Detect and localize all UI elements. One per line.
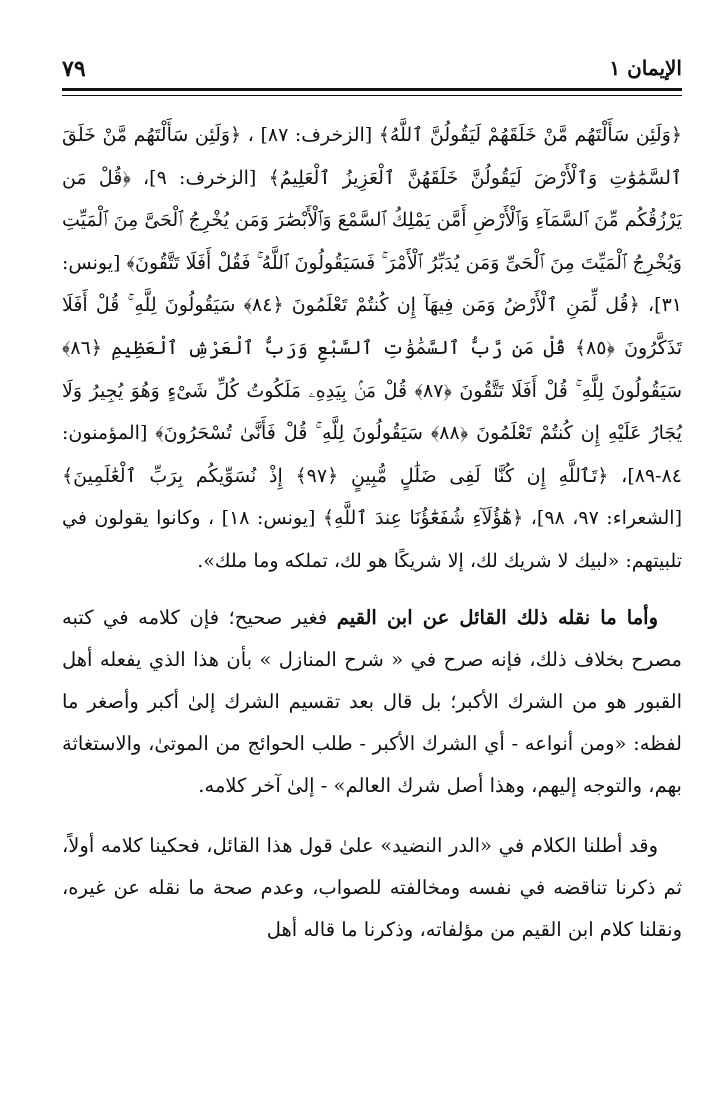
paragraph-lead: وأما ما نقله ذلك القائل عن ابن القيم bbox=[336, 605, 658, 629]
quran-citations-text: ﴿وَلَئِن سَأَلْتَهُم مَّنْ خَلَقَهُمْ لَيَقُولُنَّ ٱللَّهُ﴾ [الزخرف: ٨٧] ، ﴿وَلَئِن سَأَلْتَهُم مَّنْ خَلَقَ ٱلسَّمَٰوَٰتِ وَٱلْأَرْضَ لَيَقُولُنَّ خَلَقَهُنَّ ٱلْعَزِيزُ ٱلْعَلِيمُ﴾ [الزخرف: ٩]، ﴿قُلْ مَن يَرْزُقُكُم مِّنَ ٱلسَّمَآءِ وَٱلْأَرْضِ أَمَّن يَمْلِكُ ٱلسَّمْعَ وَٱلْأَبْصَٰرَ وَمَن يُخْرِجُ ٱلْحَىَّ مِنَ ٱلْمَيِّتِ وَيُخْرِجُ ٱلْمَيِّتَ مِنَ ٱلْحَىِّ وَمَن يُدَبِّرُ ٱلْأَمْرَ ۚ فَسَيَقُولُونَ ٱللَّهُ ۚ فَقُلْ أَفَلَا تَتَّقُونَ﴾ [يونس: ٣١]، ﴿قُل لِّمَنِ ٱلْأَرْضُ وَمَن فِيهَآ إِن كُنتُمْ تَعْلَمُونَ ﴿٨٤﴾ سَيَقُولُونَ لِلَّهِ ۚ قُلْ أَفَلَا تَذَكَّرُونَ ﴿٨٥﴾ قُلْ مَن رَّبُّ ٱلسَّمَٰوَٰتِ ٱلسَّبْعِ وَرَبُّ ٱلْعَرْشِ ٱلْعَظِيمِ ﴿٨٦﴾ سَيَقُولُونَ لِلَّهِ ۚ قُلْ أَفَلَا تَتَّقُونَ ﴿٨٧﴾ قُلْ مَنۢ بِيَدِهِۦ مَلَكُوتُ كُلِّ شَىْءٍ وَهُوَ يُجِيرُ وَلَا يُجَارُ عَلَيْهِ إِن كُنتُمْ تَعْلَمُونَ ﴿٨٨﴾ سَيَقُولُونَ لِلَّهِ ۚ قُلْ فَأَنَّىٰ تُسْحَرُونَ﴾ [المؤمنون: ٨٤-٨٩]، ﴿تَٱللَّهِ إِن كُنَّا لَفِى ضَلَٰلٍ مُّبِينٍ ﴿٩٧﴾ إِذْ نُسَوِّيكُم بِرَبِّ ٱلْعَٰلَمِينَ﴾ [الشعراء: ٩٧، ٩٨]، ﴿هَٰٓؤُلَآءِ شُفَعَٰٓؤُنَا عِندَ ٱللَّهِ﴾ [يونس: ١٨] ، وكانوا يقولون في تلبيتهم: «لبيك لا شريك لك، إلا شريكًا هو لك، تملكه وما ملك». bbox=[62, 124, 682, 572]
page-header bbox=[62, 52, 682, 88]
paragraph-ibn-al-qayyim bbox=[62, 597, 682, 807]
paragraph-body: فغير صحيح؛ فإن كلامه في كتبه مصرح بخلاف ذلك، فإنه صرح في « شرح المنازل » بأن هذا الذي يفعله أهل القبور هو من الشرك الأكبر؛ بل قال بعد تقسيم الشرك إلىٰ أكبر وأصغر ما لفظه: «ومن أنواعه - أي الشرك الأكبر - طلب الحوائج من الموتىٰ، والاستغاثة بهم، والتوجه إليهم، وهذا أصل شرك العالم» - إلىٰ آخر كلامه. bbox=[62, 605, 682, 797]
paragraph-body: وقد أطلنا الكلام في «الدر النضيد» علىٰ قول هذا القائل، فحكينا كلامه أولاً، ثم ذكرنا تناقضه في نفسه ومخالفته للصواب، وعدم صحة ما نقله عن غيره، ونقلنا كلام ابن القيم من مؤلفاته، وذكرنا ما قاله أهل bbox=[62, 833, 682, 941]
book-page bbox=[62, 52, 682, 1092]
paragraph-durr-nadid bbox=[62, 825, 682, 951]
header-rule-thin bbox=[62, 95, 682, 96]
header-rule-thick bbox=[62, 88, 682, 91]
running-title: الإيمان ١ bbox=[609, 56, 682, 80]
quran-citations-block bbox=[62, 114, 682, 583]
page-number: ٧٩ bbox=[62, 56, 86, 82]
